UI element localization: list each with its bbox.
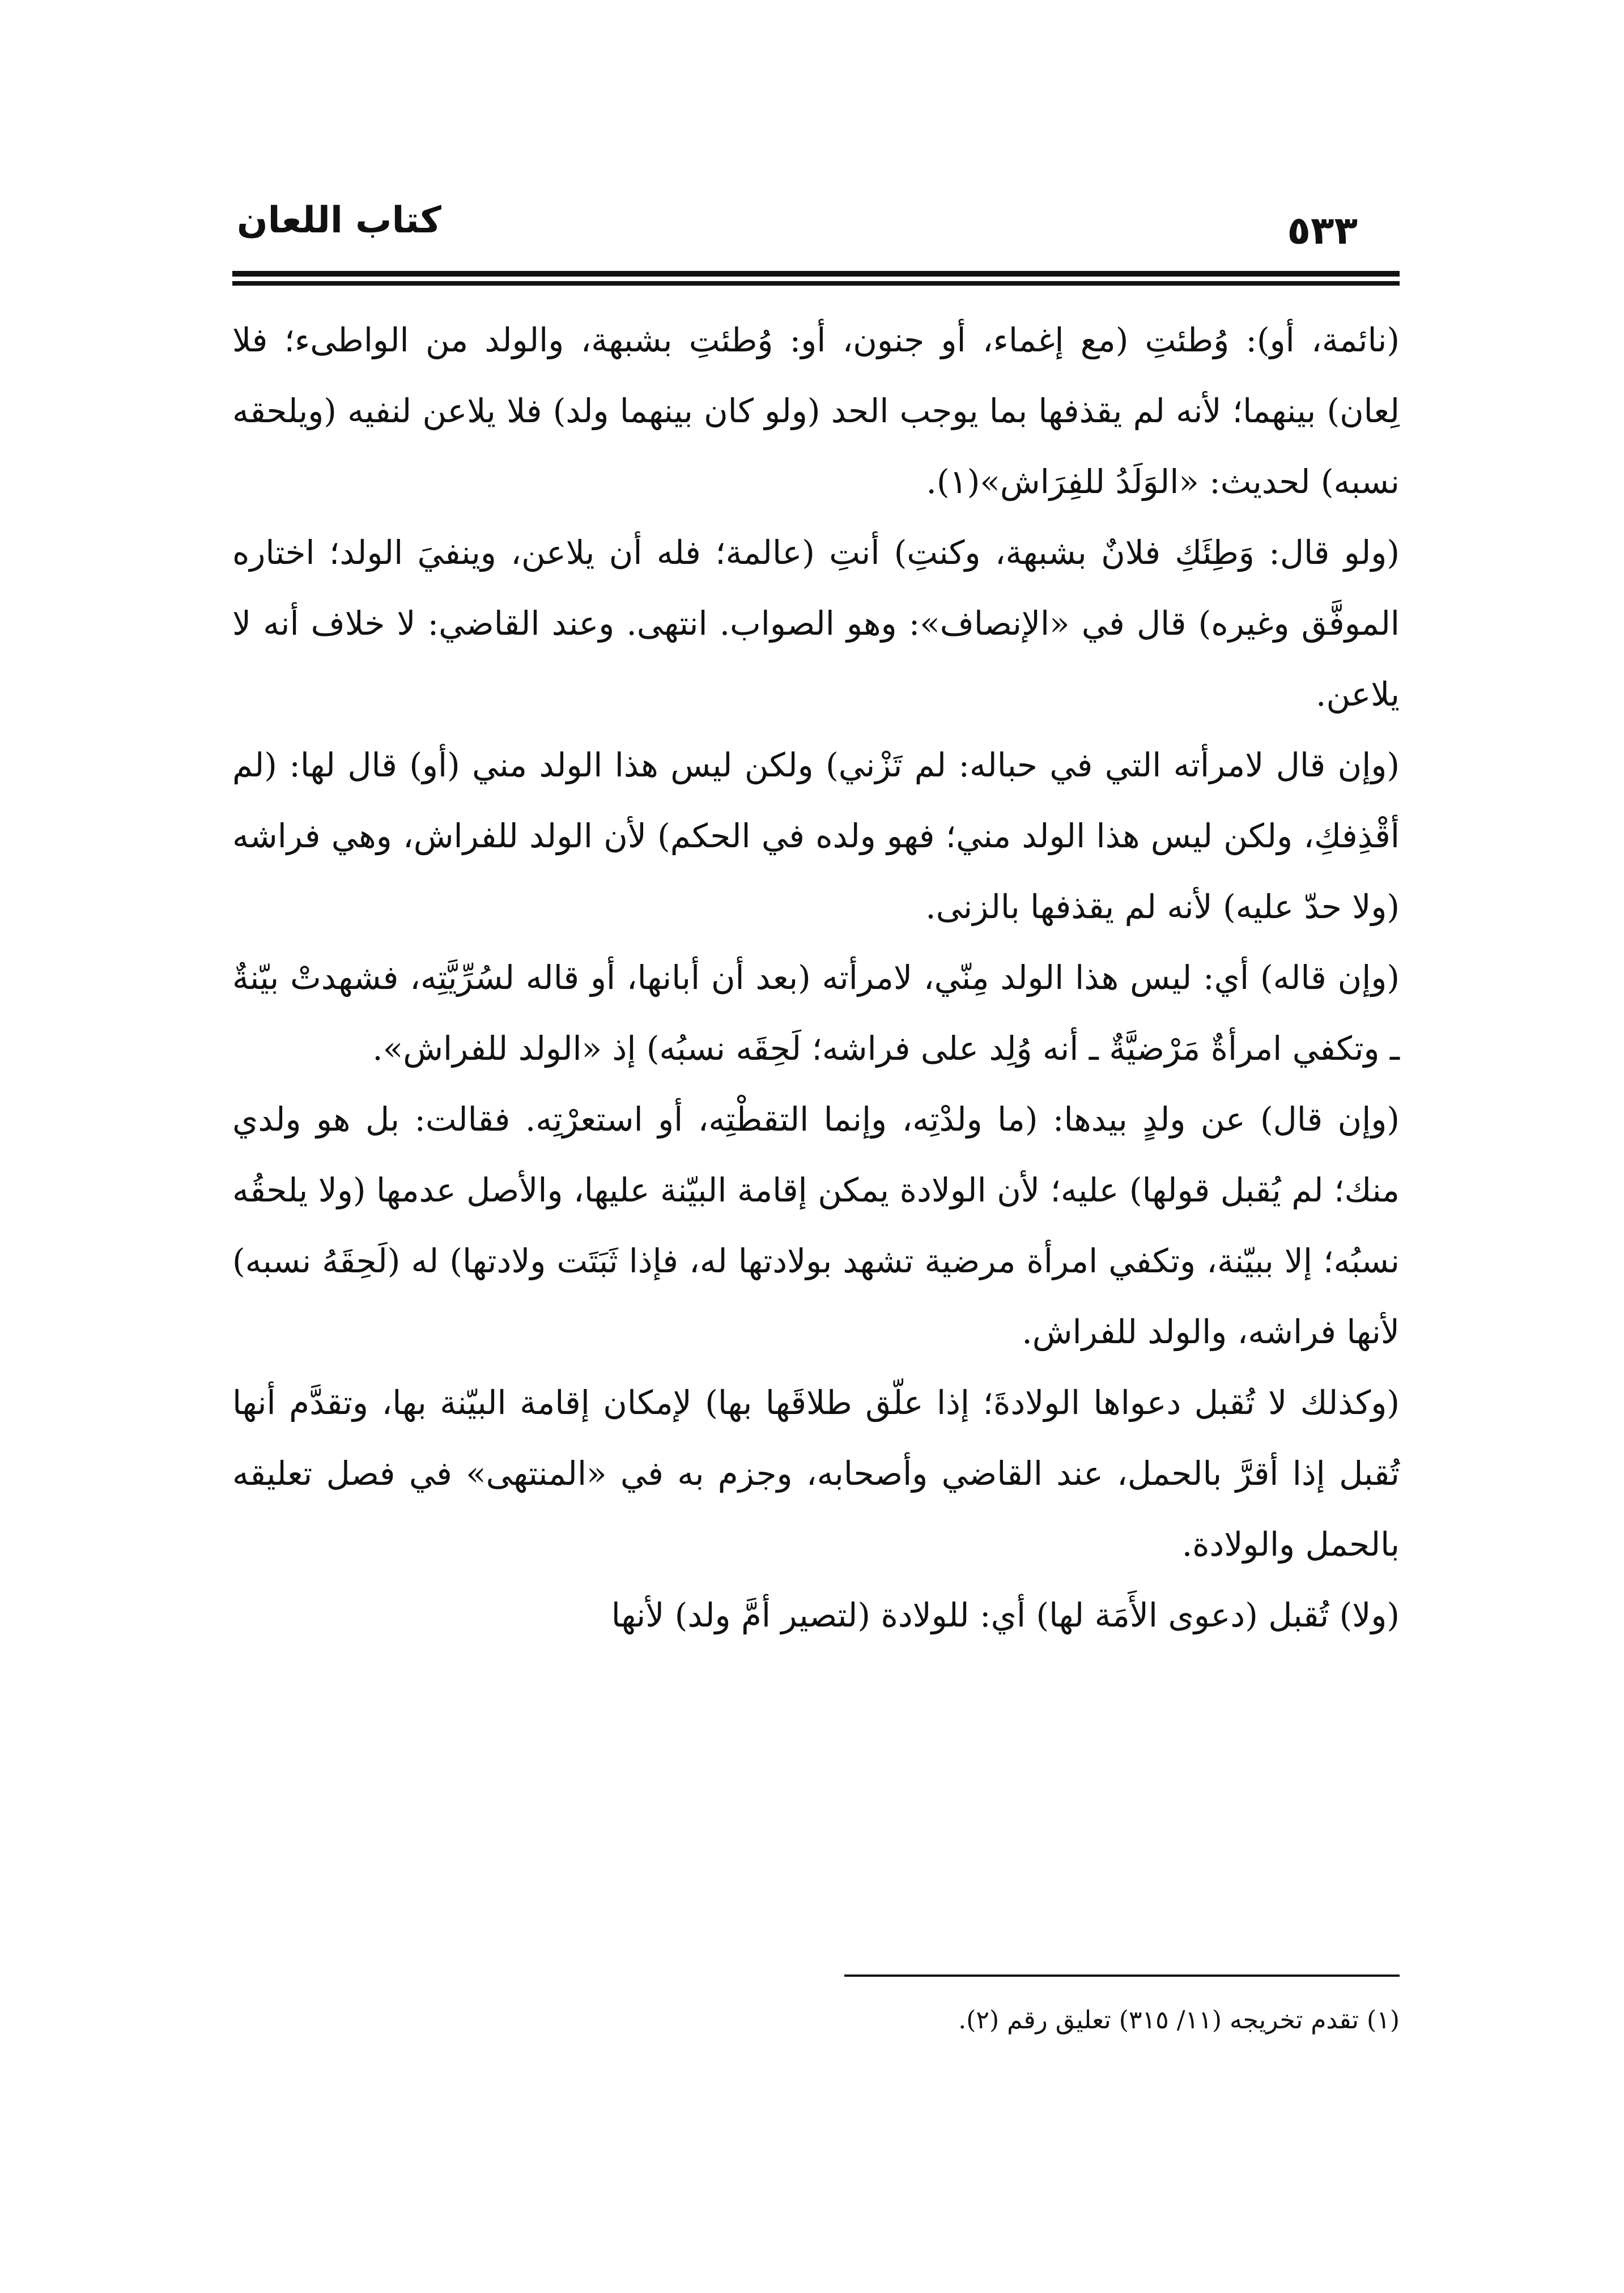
footnote: (١) تقدم تخريجه (١١/ ٣١٥) تعليق رقم (٢).: [958, 2006, 1400, 2035]
header-rule-thick: [232, 271, 1400, 277]
paragraph: (ولا) تُقبل (دعوى الأَمَة لها) أي: للولادة (لتصير أمَّ ولد) لأنها: [611, 1596, 1400, 1634]
paragraph: (وإن قاله) أي: ليس هذا الولد مِنّي، لامرأته (بعد أن أبانها، أو قاله لسُرِّيَّتِه، فشهدتْ بيّنةٌ ـ وتكفي امرأةٌ مَرْضيَّةٌ ـ أنه وُلِد على فراشه؛ لَحِقَه نسبُه) إذ «الولد للفراش».: [232, 958, 1400, 1068]
paragraph: (وإن قال) عن ولدٍ بيدها: (ما ولدْتِه، وإنما التقطْتِه، أو استعرْتِه. فقالت: بل هو ولدي منك؛ لم يُقبل قولها) عليه؛ لأن الولادة يمكن إقامة البيّنة عليها، والأصل عدمها (ولا يلحقُه نسبُه؛ إلا ببيّنة، وتكفي امرأة مرضية تشهد بولادتها له، فإذا ثَبَتَت ولادتها) له (لَحِقَهُ نسبه) لأنها فراشه، والولد للفراش.: [232, 1100, 1400, 1351]
page-number: ٥٣٣: [1287, 209, 1358, 253]
main-text: [232, 305, 1400, 1651]
running-header-title: كتاب اللعان: [237, 199, 441, 241]
header-rule-thin: [232, 281, 1400, 286]
footnote-separator: [844, 1974, 1400, 1977]
paragraph: (وكذلك لا تُقبل دعواها الولادةَ؛ إذا علّق طلاقَها بها) لإمكان إقامة البيّنة بها، وتقدَّم أنها تُقبل إذا أقرَّ بالحمل، عند القاضي وأصحابه، وجزم به في «المنتهى» في فصل تعليقه بالحمل والولادة.: [232, 1383, 1400, 1564]
paragraph: (وإن قال لامرأته التي في حباله: لم تَزْني) ولكن ليس هذا الولد مني (أو) قال لها: (لم أقْذِفكِ، ولكن ليس هذا الولد مني؛ فهو ولده في الحكم) لأن الولد للفراش، وهي فراشه (ولا حدّ عليه) لأنه لم يقذفها بالزنى.: [232, 746, 1400, 926]
paragraph: (نائمة، أو): وُطئتِ (مع إغماء، أو جنون، أو: وُطئتِ بشبهة، والولد من الواطىء؛ فلا لِعان) بينهما؛ لأنه لم يقذفها بما يوجب الحد (ولو كان بينهما ولد) فلا يلاعن لنفيه (ويلحقه نسبه) لحديث: «الوَلَدُ للفِرَاش»(١).: [232, 321, 1400, 501]
paragraph: (ولو قال: وَطِئَكِ فلانٌ بشبهة، وكنتِ) أنتِ (عالمة؛ فله أن يلاعن، وينفيَ الولد؛ اختاره الموفَّق وغيره) قال في «الإنصاف»: وهو الصواب. انتهى. وعند القاضي: لا خلاف أنه لا يلاعن.: [232, 533, 1400, 714]
